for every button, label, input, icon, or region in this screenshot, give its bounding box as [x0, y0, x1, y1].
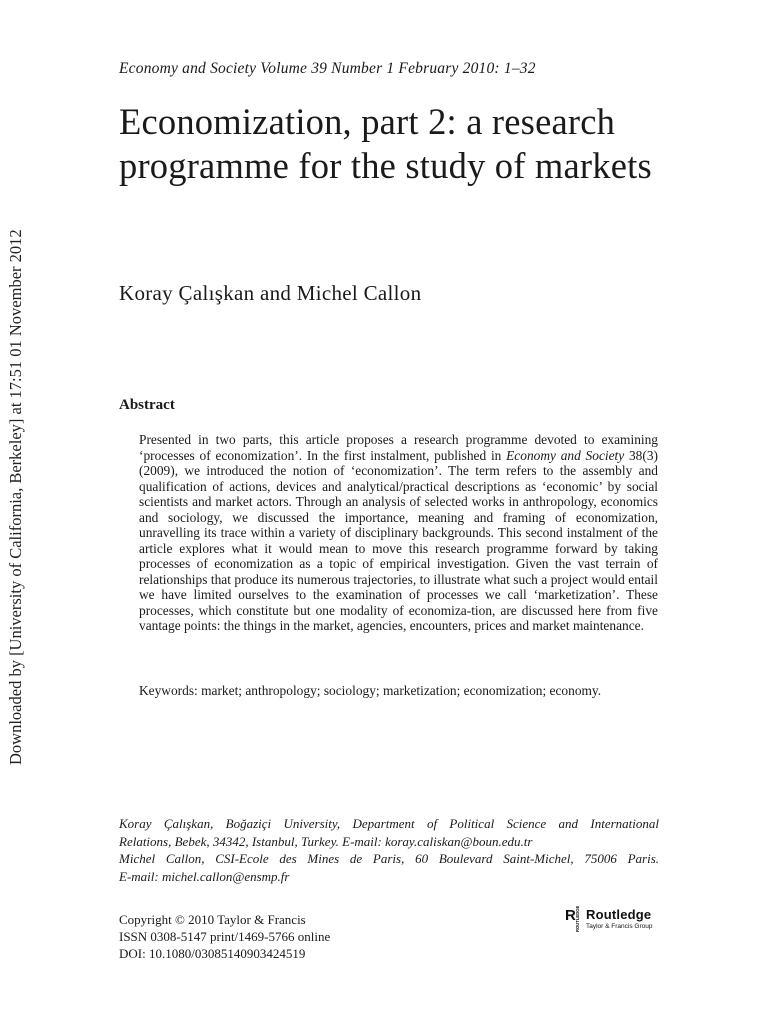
publisher-subtitle: Taylor & Francis Group	[586, 923, 653, 930]
keywords: Keywords: market; anthropology; sociology; marketization; economization; economy.	[139, 683, 602, 698]
copyright-line: Copyright © 2010 Taylor & Francis	[119, 912, 306, 927]
journal-citation: Economy and Society Volume 39 Number 1 February 2010: 1–32	[119, 60, 536, 77]
affiliation-line: Koray Çalışkan, Boğaziçi University, Department of Political Science and International	[119, 816, 659, 831]
publisher-logo	[564, 906, 664, 934]
doi-line: DOI: 10.1080/03085140903424519	[119, 946, 306, 961]
logo-mark-letter: R	[565, 907, 576, 924]
publisher-name: Routledge	[586, 907, 652, 922]
issn-line: ISSN 0308-5147 print/1469-5766 online	[119, 929, 331, 944]
journal-reference: Economy and Society	[506, 447, 625, 463]
download-watermark: Downloaded by [University of California, Berkeley] at 17:51 01 November 2012	[6, 229, 25, 765]
article-title: Economization, part 2: a research programme for the study of markets	[119, 101, 652, 186]
abstract-text-part1: Presented in two parts, this article proposes a research programme devoted to examining ‘processes of economization’. In the first instalment, published in	[139, 432, 658, 463]
routledge-logo-icon	[564, 906, 582, 933]
logo-mark-text: ROUTLEDGE	[575, 906, 580, 932]
article-authors: Koray Çalışkan and Michel Callon	[119, 281, 422, 305]
abstract-text-part2: 38(3) (2009), we introduced the notion of ‘economization’. The term refers to the assembly and qualification of actions, devices and analytical/practical descriptions as ‘economic’ by social scientists and market actors. Through an analysis of selected works in anthropology, economics and sociology, we discussed the importance, meaning and framing of economization, unravelling its trace within a variety of disciplinary backgrounds. This second instalment of the article explores what it would mean to move this research programme forward by taking processes of economization as a topic of empirical investigation. Given the vast terrain of relationships that produce its numerous trajectories, to illustrate what such a project would entail we have limited ourselves to the examination of processes we call ‘marketization’. These processes, which constitute but one modality of economiza-tion, are discussed here from five vantage points: the things in the market, agencies, encounters, prices and market maintenance.	[139, 447, 658, 633]
author-affiliations	[119, 815, 659, 885]
copyright-block	[119, 911, 330, 962]
abstract-heading: Abstract	[119, 397, 175, 413]
affiliation-line: Relations, Bebek, 34342, Istanbul, Turkey. E-mail: koray.caliskan@boun.edu.tr	[119, 833, 533, 849]
affiliation-line: E-mail: michel.callon@ensmp.fr	[119, 868, 290, 884]
abstract-text	[139, 432, 658, 634]
affiliation-line: Michel Callon, CSI-Ecole des Mines de Paris, 60 Boulevard Saint-Michel, 75006 Paris.	[119, 851, 659, 866]
